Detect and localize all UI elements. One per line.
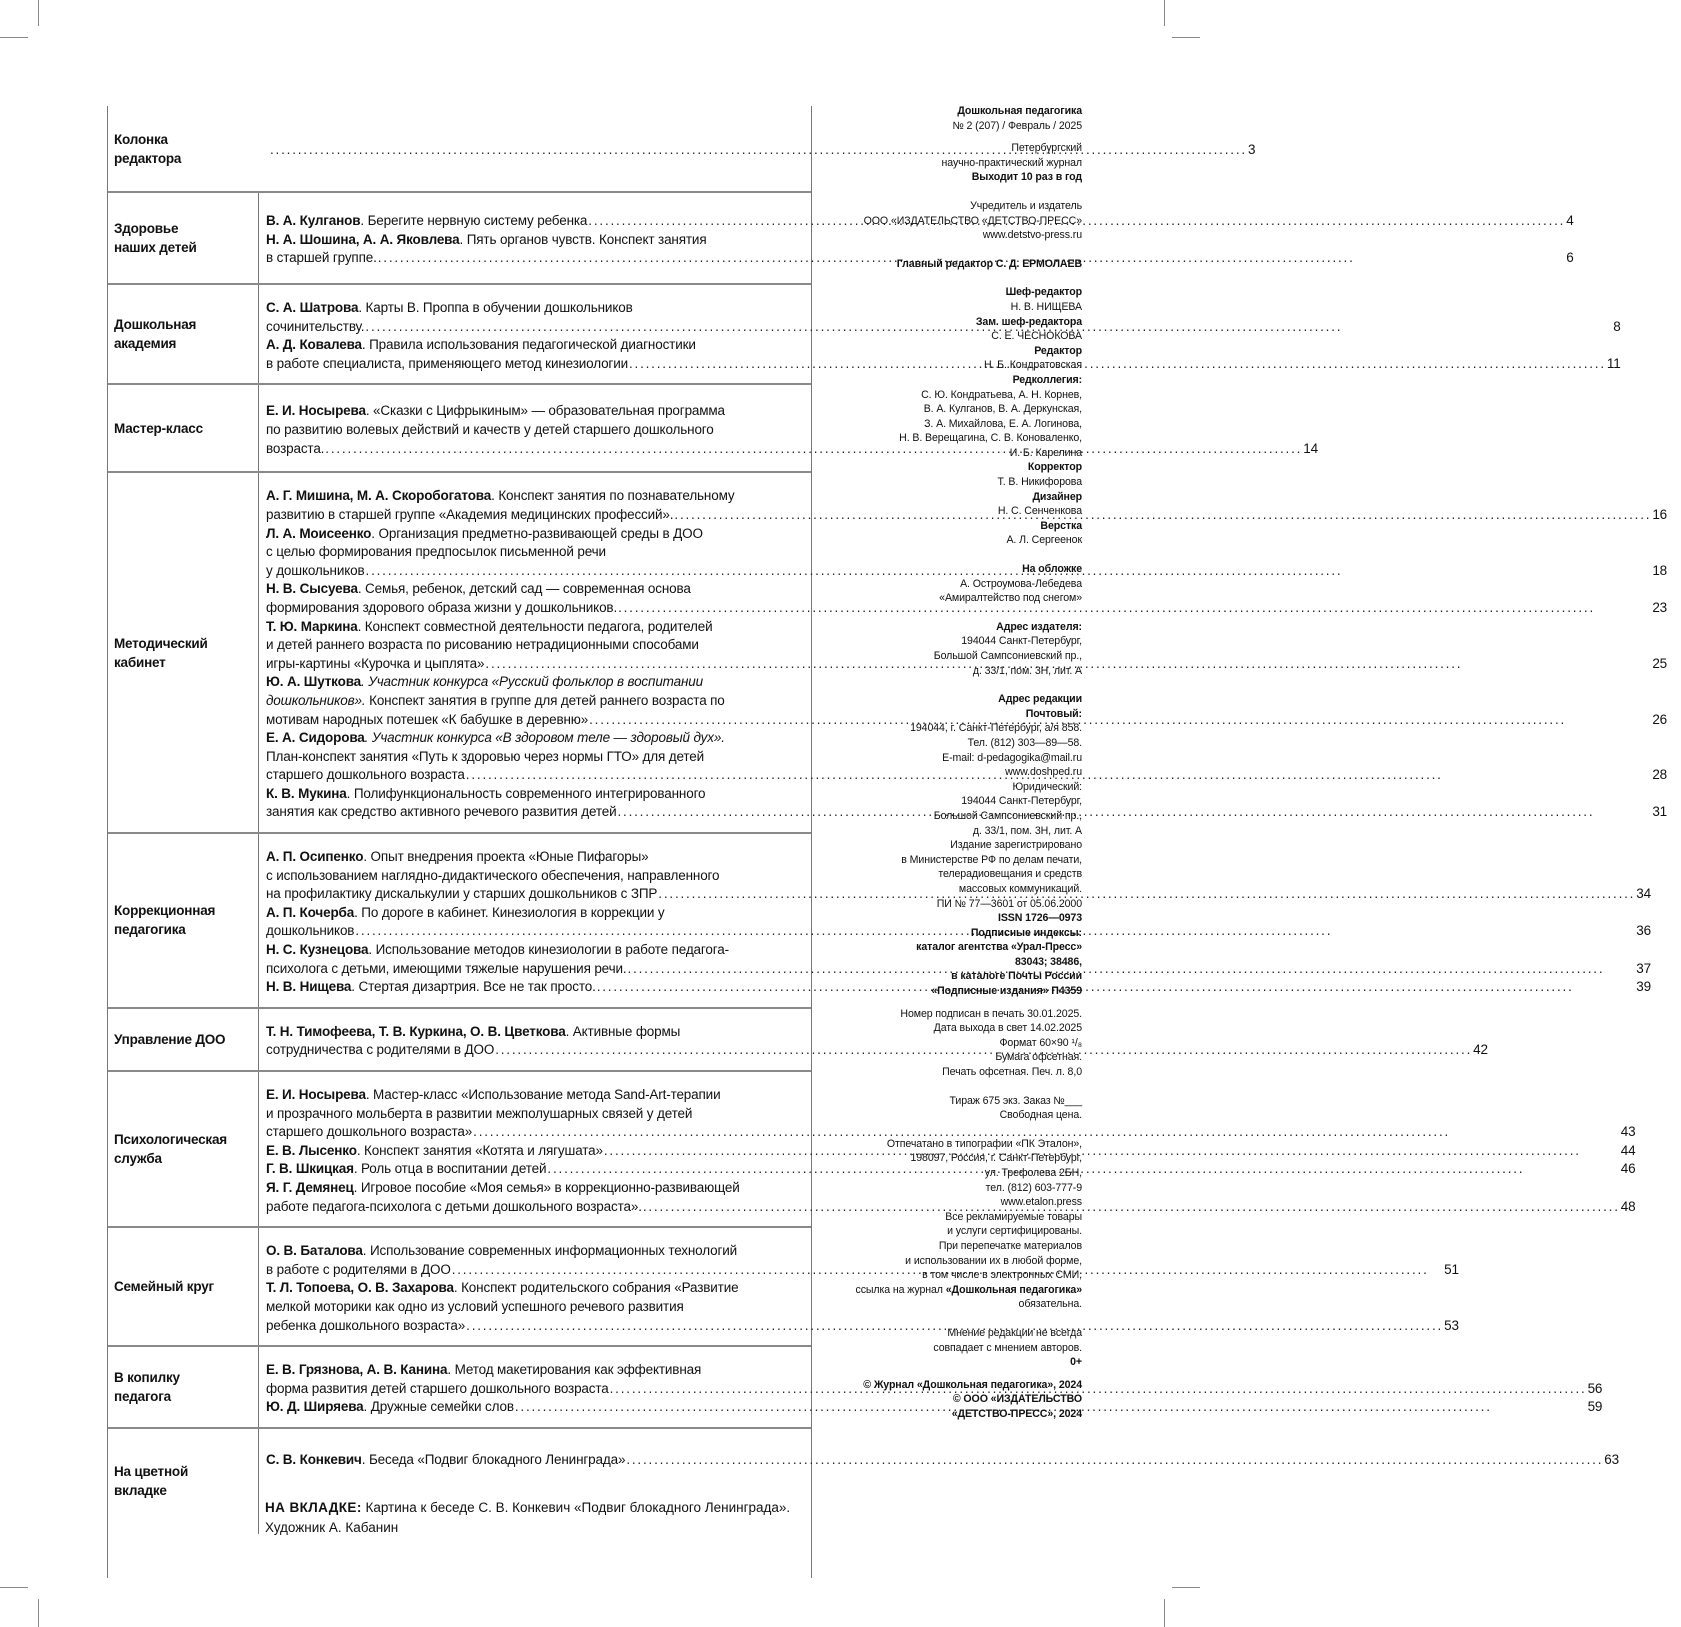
entry-title-line: по развитию волевых действий и качеств у детей старшего дошкольного <box>266 422 714 438</box>
subscription-label: Подписные индексы: <box>970 926 1082 939</box>
entry-title-line: сочинительству. <box>266 318 365 334</box>
dot-leader <box>658 885 1635 904</box>
section-title: Здоровье наших детей <box>114 221 197 255</box>
dot-leader <box>270 141 1247 160</box>
dot-leader <box>643 1198 1620 1217</box>
text-line: Большой Сампсониевский пр., <box>933 809 1082 822</box>
section-title: Управление ДОО <box>114 1031 226 1047</box>
page-number: 28 <box>1652 767 1668 783</box>
entry-title-line: . Конспект родительского собрания «Развитие <box>453 1280 739 1296</box>
page-number: 6 <box>1566 250 1574 266</box>
entry-title-line: мелкой моторики как одно из условий успешного речевого развития <box>266 1298 684 1314</box>
entry-title-line: мотивам народных потешек «К бабушке в деревню» <box>266 711 589 727</box>
entry-title-line: развитию в старшей группе «Академия медицинских профессий». <box>266 506 674 522</box>
section-label <box>108 834 258 1007</box>
crop-mark <box>1164 1599 1165 1627</box>
text-line: массовых коммуникаций. <box>958 882 1082 895</box>
text-line: тел. (812) 603-777-9 <box>985 1181 1082 1194</box>
cover-artist: А. Остроумова-Лебедева <box>960 577 1082 590</box>
section-label <box>108 385 258 471</box>
entry-author: Е. В. Лысенко <box>266 1142 357 1158</box>
entry-title-line: психолога с детьми, имеющими тяжелые нарушения речи. <box>266 960 627 976</box>
page-number: 25 <box>1652 655 1668 671</box>
printer-info <box>812 1137 1082 1283</box>
page-number: 23 <box>1652 599 1668 615</box>
text-line: Номер подписан в печать 30.01.2025. <box>900 1007 1082 1020</box>
entry-title-line: и детей раннего возраста по рисованию нетрадиционными способами <box>266 637 699 653</box>
text-line: в Министерстве РФ по делам печати, <box>901 853 1082 866</box>
journal-description: научно-практический журнал <box>941 156 1082 169</box>
page-number: 16 <box>1652 506 1668 522</box>
entry-title-line: старшего дошкольного возраста <box>266 767 465 783</box>
entry-author: Н. В. Нищева <box>266 979 352 995</box>
crop-mark <box>38 1599 39 1627</box>
page-number: 51 <box>1444 1261 1459 1277</box>
entry-title-line: в работе специалиста, применяющего метод кинезиологии <box>266 355 628 371</box>
text-line: д. 33/1, пом. 3Н, лит. А <box>972 824 1082 837</box>
entry-author: Н. В. Сысуева <box>266 581 358 597</box>
entry-title-line: работе педагога-психолога с детьми дошкольного возраста». <box>266 1198 642 1214</box>
entry-author: Т. Н. Тимофеева, Т. В. Куркина, О. В. Цветкова <box>266 1023 566 1039</box>
legal-label: Юридический: <box>1012 780 1082 793</box>
crop-mark <box>1164 0 1165 26</box>
entry-title-line: . Конспект занятия «Котята и лягушата» <box>356 1142 603 1158</box>
founder-label: Учредитель и издатель <box>970 199 1082 212</box>
page-number: 59 <box>1587 1399 1603 1415</box>
registration <box>812 838 1082 911</box>
staff-role: Редколлегия: <box>1012 373 1082 386</box>
staff-list <box>812 285 1082 548</box>
entry-author: А. Д. Ковалева <box>266 337 362 353</box>
entry-title-line: . По дороге в кабинет. Кинезиология в коррекции у <box>354 904 665 920</box>
entry-title-line: . Опыт внедрения проекта «Юные Пифагоры» <box>363 849 649 865</box>
disclaimer <box>812 1326 1082 1355</box>
page-number: 3 <box>1247 142 1256 158</box>
cover-label: На обложке <box>1022 563 1082 576</box>
entry-author: Е. И. Носырева <box>266 1087 366 1102</box>
section-title: На цветной вкладке <box>114 1464 189 1499</box>
section-title: Методический кабинет <box>114 635 208 670</box>
page-number: 48 <box>1620 1198 1636 1214</box>
page-number: 36 <box>1636 923 1651 939</box>
frequency: Выходит 10 раз в год <box>971 171 1082 184</box>
journal-description: Петербургский <box>1011 142 1082 155</box>
page-number: 42 <box>1473 1042 1488 1058</box>
crop-mark <box>1172 37 1200 38</box>
entry-title-line: . Использование методов кинезиологии в работе педагога- <box>368 942 729 958</box>
text-line: в том числе в электронных СМИ, <box>922 1269 1082 1282</box>
text-line: Формат 60×90 ¹/₈ <box>999 1036 1082 1049</box>
entry-title-line: сотрудничества с родителями в ДОО <box>266 1042 495 1058</box>
crop-mark <box>0 37 28 38</box>
entry-author: Г. В. Шкицкая <box>266 1161 354 1177</box>
staff-role: Зам. шеф-редактора <box>975 315 1082 328</box>
email[interactable]: E-mail: d-pedagogika@mail.ru <box>942 751 1082 764</box>
toc-section <box>108 1429 1619 1534</box>
entry-title-line: ребенка дошкольного возраста» <box>266 1317 466 1333</box>
text-line: «Подписные издания» П4359 <box>931 985 1082 998</box>
staff-name: Н. Б. Кондратовская <box>983 359 1082 372</box>
page-number: 56 <box>1587 1380 1603 1396</box>
reference-journal: «Дошкольная педагогика» <box>945 1283 1082 1296</box>
entry-title-line: старшего дошкольного возраста» <box>266 1124 473 1140</box>
section-label <box>108 1228 258 1345</box>
page-number: 26 <box>1652 711 1668 727</box>
page-number: 53 <box>1444 1317 1459 1333</box>
text-line: Дата выхода в свет 14.02.2025 <box>933 1022 1082 1035</box>
entry-author: В. А. Кулганов <box>266 213 361 229</box>
entry-title-line: . Роль отца в воспитании детей <box>353 1161 547 1177</box>
entry-title-line: План-конспект занятия «Путь к здоровью через нормы ГТО» для детей <box>266 748 705 764</box>
issn: ISSN 1726—0973 <box>998 912 1082 925</box>
age-rating: 0+ <box>1070 1356 1082 1369</box>
entry-author: А. Г. Мишина, М. А. Скоробогатова <box>266 488 492 504</box>
staff-role: Редактор <box>1034 344 1082 357</box>
text-line: Издание зарегистрировано <box>950 839 1082 852</box>
entry-author: Е. И. Носырева <box>266 403 366 419</box>
dot-leader <box>589 711 1651 730</box>
page-number: 39 <box>1636 979 1651 995</box>
staff-name: З. А. Михайлова, Е. А. Логинова, <box>924 417 1082 430</box>
crop-mark <box>1172 1587 1200 1588</box>
founder-site[interactable]: www.detstvo-press.ru <box>982 229 1082 242</box>
site[interactable]: www.doshped.ru <box>1005 766 1082 779</box>
entry-title-line: . Полифункциональность современного интегрированного <box>346 785 706 801</box>
entry-title-line: у дошкольников <box>266 562 365 578</box>
crop-mark <box>0 1587 28 1588</box>
entry-author: Ю. А. Шуткова <box>266 674 362 690</box>
entry-author: Л. А. Моисеенко <box>266 525 372 541</box>
entry-author: Е. А. Сидорова <box>266 730 365 746</box>
staff-name: Н. С. Сенченкова <box>997 505 1082 518</box>
text-line: Все рекламируемые товары <box>945 1210 1082 1223</box>
publisher-address <box>812 634 1082 678</box>
toc-entry[interactable] <box>266 402 1318 458</box>
entry-title-line: . Стертая дизартрия. Все не так просто. <box>351 979 596 995</box>
entry-title-line: и прозрачного мольберта в развитии межполушарных связей у детей <box>266 1105 693 1121</box>
entry-title-line: . Конспект занятия по познавательному <box>491 488 735 504</box>
section-title: Дошкольная академия <box>114 317 197 352</box>
reference-prefix: ссылка на журнал <box>855 1283 946 1296</box>
text-line: 194044 Санкт-Петербург, <box>961 635 1082 648</box>
page-number: 14 <box>1303 440 1318 456</box>
entry-author: А. П. Кочерба <box>266 904 355 920</box>
entry-author: Н. А. Шошина, А. А. Яковлева <box>266 231 460 247</box>
text-line: Большой Сампсониевский пр., <box>933 650 1082 662</box>
page-number: 43 <box>1620 1124 1636 1140</box>
entry-author: Н. С. Кузнецова <box>266 942 369 958</box>
staff-name: С. Е. ЧЕСНОКОВА <box>991 330 1082 343</box>
text-line: и услуги сертифицированы. <box>947 1225 1082 1238</box>
issue-number: № 2 (207) / Февраль / 2025 <box>952 119 1082 132</box>
staff-role: Верстка <box>1040 519 1082 532</box>
entry-author: К. В. Мукина <box>266 785 347 801</box>
imprint-column <box>812 104 1082 1422</box>
text-line: Тираж 675 экз. Заказ №___ <box>949 1094 1082 1107</box>
postal-address: 194044, г. Санкт-Петербург, а/я 858. <box>910 722 1082 735</box>
section-label <box>108 1072 258 1226</box>
legal-address <box>812 794 1082 838</box>
entry-author: Ю. Д. Ширяева <box>266 1399 364 1415</box>
text-line: ПИ № 77—3601 от 05.06.2000 <box>936 897 1082 910</box>
text-line: и использовании их в любой форме, <box>905 1254 1082 1267</box>
dot-leader <box>547 1160 1619 1179</box>
text-line: Бумага офсетная. <box>995 1051 1082 1064</box>
entry-title-line: . Мастер-класс «Использование метода Sand-Art-терапии <box>365 1087 721 1102</box>
dot-leader <box>626 1451 1603 1470</box>
entry-author: С. А. Шатрова <box>266 300 359 315</box>
entry-author: Т. Л. Топоева, О. В. Захарова <box>266 1280 454 1296</box>
page-number: 37 <box>1636 960 1651 976</box>
page-number: 18 <box>1652 562 1668 578</box>
staff-name: С. Ю. Кондратьева, А. Н. Корнев, <box>921 388 1082 401</box>
entry-title-line: дошкольников <box>266 923 355 939</box>
dot-leader <box>597 978 1636 997</box>
text-line: www.etalon.press <box>1000 1196 1082 1209</box>
section-entries <box>258 1429 1633 1534</box>
text-line: 194044 Санкт-Петербург, <box>961 795 1082 808</box>
entry-title-line: форма развития детей старшего дошкольного возраста <box>266 1380 609 1396</box>
section-title: В копилку педагога <box>114 1370 180 1405</box>
phone: Тел. (812) 303—89—58. <box>967 736 1082 749</box>
text-line: телерадиовещания и средств <box>938 868 1082 881</box>
section-entries <box>108 106 1269 191</box>
reference-note <box>812 1283 1082 1298</box>
entry-title-line: возраста. <box>266 440 325 456</box>
page-number: 63 <box>1604 1451 1619 1467</box>
text-line: д. 33/1, пом. 3Н, лит. А <box>972 664 1082 677</box>
section-title: Коррекционная педагогика <box>114 903 216 938</box>
entry-title-line: . Организация предметно-развивающей среды в ДОО <box>371 525 703 541</box>
reference-suffix: обязательна. <box>1018 1298 1082 1311</box>
entry-title-line: . «Сказки с Цифрыкиным» — образовательная программа <box>365 403 725 419</box>
entry-title-line: . Правила использования педагогической диагностики <box>361 337 696 353</box>
section-title: Семейный круг <box>114 1279 214 1295</box>
entry-contest-note: дошкольников». <box>266 692 366 708</box>
entry-title-line: . Игровое пособие «Моя семья» в коррекционно-развивающей <box>353 1179 740 1195</box>
text-line: 83043; 38486, <box>1014 955 1082 968</box>
staff-role: Корректор <box>1027 461 1082 474</box>
entry-contest-note: . Участник конкурса «В здоровом теле — здоровый дух». <box>364 730 725 746</box>
cover-title: «Амиралтейство под снегом» <box>939 592 1082 605</box>
entry-title-line: в старшей группе. <box>266 250 377 266</box>
page-number: 4 <box>1566 213 1574 229</box>
section-entries <box>258 385 1332 471</box>
page-number: 11 <box>1606 355 1621 371</box>
staff-name: Н. В. Верещагина, С. В. Коноваленко, <box>899 432 1082 445</box>
text-line: Печать офсетная. Печ. л. 8,0 <box>942 1066 1082 1079</box>
text-line: Отпечатано в типографии «ПК Эталон», <box>886 1137 1082 1150</box>
publisher-address-label: Адрес издателя: <box>996 620 1082 633</box>
text-line: совпадает с мнением авторов. <box>933 1341 1082 1354</box>
page-number: 34 <box>1636 886 1651 902</box>
dot-leader <box>604 1142 1620 1161</box>
section-title: Психологическая служба <box>114 1132 227 1167</box>
entry-title-line: . Карты В. Проппа в обучении дошкольников <box>358 300 633 315</box>
page-number: 46 <box>1620 1161 1636 1177</box>
journal-title: Дошкольная педагогика <box>957 105 1082 117</box>
chief-editor: Главный редактор С. Д. ЕРМОЛАЕВ <box>896 257 1082 270</box>
print-info <box>812 1007 1082 1080</box>
founder: ООО «ИЗДАТЕЛЬСТВО «ДЕТСТВО-ПРЕСС» <box>863 214 1082 227</box>
section-label <box>108 193 258 283</box>
entry-title-line: в работе с родителями в ДОО <box>266 1261 451 1277</box>
page-number: 44 <box>1620 1142 1636 1158</box>
entry-title-line: . Дружные семейки слов <box>363 1399 514 1415</box>
entry-title-line: Конспект занятия в группе для детей раннего возраста по <box>365 692 725 708</box>
section-label <box>108 473 258 832</box>
dot-leader <box>627 960 1635 979</box>
entry-title-line: . Семья, ребенок, детский сад — современная основа <box>357 581 691 597</box>
entry-title-line: занятия как средство активного речевого развития детей <box>266 804 617 820</box>
entry-author: С. В. Конкевич <box>266 1451 362 1467</box>
section-label <box>108 1429 258 1534</box>
dot-leader <box>618 599 1651 618</box>
editorial-address-label: Адрес редакции <box>998 693 1082 706</box>
staff-name: Н. В. НИЩЕВА <box>1010 300 1082 313</box>
section-title: Колонка редактора <box>114 131 182 166</box>
section-title: Мастер-класс <box>114 420 203 436</box>
staff-role: Дизайнер <box>1032 490 1082 503</box>
entry-contest-note: . Участник конкурса «Русский фольклор в воспитании <box>361 674 703 690</box>
insert-note-label: НА ВКЛАДКЕ: <box>265 1499 362 1515</box>
dot-leader <box>617 803 1651 822</box>
entry-title-line: на профилактику дискалькулии у старших дошкольников с ЗПР <box>266 886 658 902</box>
text-line: Свободная цена. <box>999 1109 1082 1122</box>
entry-author: А. П. Осипенко <box>266 849 364 865</box>
entry-title-line: . Использование современных информационных технологий <box>362 1243 738 1259</box>
entry-title-line: . Беседа «Подвиг блокадного Ленинграда» <box>361 1451 626 1467</box>
subscription-indexes <box>812 940 1082 998</box>
text-line: При перепечатке материалов <box>938 1239 1082 1252</box>
dot-leader <box>610 1380 1587 1399</box>
entry-title-line: . Берегите нервную систему ребенка <box>360 213 588 229</box>
entry-title-line: с использованием наглядно-дидактического обеспечения, направленного <box>266 867 720 883</box>
page-number: 31 <box>1652 804 1668 820</box>
entry-title-line: с целью формирования предпосылок письменной речи <box>266 544 606 560</box>
staff-name: И. Б. Карелина <box>1009 446 1082 459</box>
dot-leader <box>629 355 1606 374</box>
entry-author: Е. В. Грязнова, А. В. Канина <box>266 1362 448 1378</box>
text-line: © Журнал «Дошкольная педагогика», 2024 <box>863 1378 1082 1391</box>
staff-role: Шеф-редактор <box>1005 286 1082 299</box>
text-line: каталог агентства «Урал-Пресс» <box>916 941 1082 954</box>
insert-note-text: Картина к беседе С. В. Конкевич «Подвиг блокадного Ленинграда». Художник А. Кабанин <box>265 1499 791 1535</box>
entry-title-line: игры-картины «Курочка и цыплята» <box>266 655 485 671</box>
section-label <box>108 285 258 383</box>
entry-author: О. В. Баталова <box>266 1243 363 1259</box>
toc-entry[interactable] <box>266 1451 1619 1470</box>
entry-title-line: . Активные формы <box>565 1023 681 1039</box>
postal-label: Почтовый: <box>1025 707 1082 720</box>
circulation <box>812 1094 1082 1123</box>
section-label <box>108 1347 258 1427</box>
entry-title-line: . Метод макетирования как эффективная <box>447 1362 702 1378</box>
entry-author: Т. Ю. Маркина <box>266 618 358 634</box>
text-line: в каталоге Почты России <box>951 970 1082 983</box>
entry-title-line: . Пять органов чувств. Конспект занятия <box>459 231 707 247</box>
text-line: «ДЕТСТВО-ПРЕСС», 2024 <box>951 1407 1082 1420</box>
entry-title-line: формирования здорового образа жизни у дошкольников. <box>266 599 618 615</box>
staff-name: Т. В. Никифорова <box>997 476 1082 489</box>
section-label <box>108 1009 258 1070</box>
text-line: 198097, Россия, г. Санкт-Петербург, <box>910 1152 1082 1165</box>
crop-mark <box>38 0 39 26</box>
text-line: Мнение редакции не всегда <box>947 1326 1082 1339</box>
text-line: © ООО «ИЗДАТЕЛЬСТВО <box>952 1393 1082 1406</box>
entry-title-line: . Конспект совместной деятельности педагога, родителей <box>357 618 713 634</box>
staff-name: В. А. Кулганов, В. А. Деркунская, <box>923 403 1082 416</box>
text-line: ул. Трефолева 2БН, <box>984 1167 1082 1179</box>
toc-entry[interactable] <box>269 141 1255 160</box>
page-number: 8 <box>1613 318 1621 334</box>
entry-author: Я. Г. Демянец <box>266 1179 354 1195</box>
staff-name: А. Л. Сергеенок <box>1006 534 1082 547</box>
copyright <box>812 1378 1082 1422</box>
